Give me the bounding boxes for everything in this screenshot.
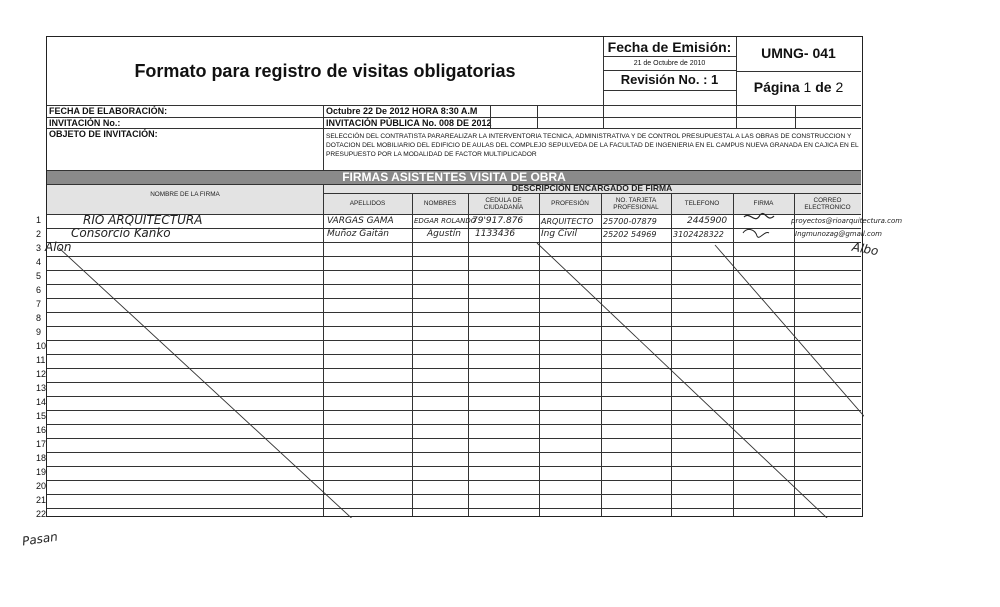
page-label: Página bbox=[753, 79, 800, 95]
col-header-firma: FIRMA bbox=[753, 200, 774, 208]
row1-firma: RIO ARQUITECTURA bbox=[83, 213, 203, 227]
row2-correo: Ingmunozag@gmail.com bbox=[795, 230, 882, 238]
row-number: 17 bbox=[36, 439, 47, 449]
col-header-nombres: NOMBRES bbox=[423, 200, 457, 208]
row1-cedula: 79'917.876 bbox=[472, 216, 524, 226]
signature-row2 bbox=[743, 229, 769, 237]
group-header-descripcion: DESCRIPCIÓN ENCARGADO DE FIRMA bbox=[511, 182, 673, 193]
row-number: 18 bbox=[36, 453, 47, 463]
invitacion-value: INVITACIÓN PÚBLICA No. 008 DE 2012 bbox=[326, 118, 492, 128]
row2-firma: Consorcio Kanko bbox=[71, 226, 171, 240]
row-number: 7 bbox=[36, 299, 42, 309]
row-number: 22 bbox=[36, 509, 47, 519]
cross-out-line-firma-col bbox=[715, 245, 864, 477]
row2-profesion: Ing Civil bbox=[541, 229, 578, 239]
row-number: 19 bbox=[36, 467, 47, 477]
row-number: 3 bbox=[36, 243, 42, 253]
signature-row1 bbox=[744, 213, 774, 218]
row-number: 4 bbox=[36, 257, 42, 267]
row-number: 15 bbox=[36, 411, 47, 421]
row-number: 11 bbox=[36, 355, 46, 365]
row2-nombres: Agustín bbox=[427, 229, 461, 239]
row-number: 12 bbox=[36, 369, 47, 379]
row2-apellidos: Muñoz Gaitán bbox=[327, 229, 390, 239]
col-header-apellidos: APELLIDOS bbox=[349, 200, 386, 208]
row-number: 8 bbox=[36, 313, 42, 323]
col-header-telefono: TELEFONO bbox=[684, 200, 720, 208]
fecha-elaboracion-value: Octubre 22 De 2012 HORA 8:30 A.M bbox=[326, 106, 478, 116]
row-number: 2 bbox=[36, 229, 42, 239]
col-header-nombre-firma: NOMBRE DE LA FIRMA bbox=[150, 191, 220, 199]
page-total: 2 bbox=[835, 79, 844, 95]
form-code: UMNG- 041 bbox=[761, 45, 836, 61]
objeto-value: SELECCIÓN DEL CONTRATISTA PARAREALIZAR LA INTERVENTORIA TECNICA, ADMINISTRATIVA Y DE CONTROL PRESUPUESTAL A LAS OBRAS DE CONSTRUCCION Y DOTACION DEL MOBILIARIO DEL EDIFICIO DE AULAS DEL COMPLEJO SEPULVEDA DE LA FACULTAD DE INGENIERIA EN EL CAMPUS NUEVA GRANADA EN CAJICA EN EL PRESUPUESTO POR LA MODALIDAD DE FACTOR MULTIPLICADOR bbox=[326, 133, 859, 158]
row-number: 9 bbox=[36, 327, 42, 337]
objeto-label: OBJETO DE INVITACIÓN: bbox=[49, 129, 158, 139]
revision-label: Revisión No. : 1 bbox=[620, 72, 719, 87]
col-header-profesion: PROFESIÓN bbox=[551, 200, 589, 208]
row2-telefono: 3102428322 bbox=[673, 230, 724, 239]
cross-out-line-profesion bbox=[537, 243, 847, 518]
row-number: 1 bbox=[36, 215, 42, 225]
page-number: 1 bbox=[803, 79, 812, 95]
cross-out-line-firma bbox=[59, 248, 372, 518]
row-number: 10 bbox=[36, 341, 47, 351]
row3-firma: Alon bbox=[45, 240, 72, 254]
row-number: 14 bbox=[36, 397, 47, 407]
row-number: 16 bbox=[36, 425, 47, 435]
invitacion-label: INVITACIÓN No.: bbox=[49, 118, 121, 128]
fecha-emision-label: Fecha de Emisión: bbox=[607, 39, 732, 55]
row1-tarjeta: 25700-07879 bbox=[603, 217, 657, 226]
col-header-correo: CORREO ELECTRONICO bbox=[804, 196, 851, 211]
row1-correo: proyectos@rioarquitectura.com bbox=[791, 217, 903, 225]
page-of: de bbox=[815, 79, 832, 95]
row-number: 6 bbox=[36, 285, 42, 295]
fecha-elaboracion-label: FECHA DE ELABORACIÓN: bbox=[49, 106, 168, 116]
row1-apellidos: VARGAS GAMA bbox=[327, 216, 394, 226]
margin-note-right: Albo bbox=[850, 239, 880, 259]
row-number: 13 bbox=[36, 383, 47, 393]
row1-telefono: 2445900 bbox=[687, 216, 728, 226]
row2-tarjeta: 25202 54969 bbox=[603, 230, 657, 239]
section-title: FIRMAS ASISTENTES VISITA DE OBRA bbox=[342, 170, 566, 184]
row1-nombres: EDGAR ROLANDO bbox=[414, 217, 477, 225]
col-header-cedula: CEDULA DE CIUDADANÍA bbox=[483, 196, 524, 211]
form-title: Formato para registro de visitas obligatorias bbox=[134, 60, 516, 81]
row-number: 20 bbox=[36, 481, 47, 491]
margin-note-left: Pasan bbox=[21, 529, 59, 549]
fecha-emision-value: 21 de Octubre de 2010 bbox=[633, 60, 706, 67]
row-number: 21 bbox=[36, 495, 47, 505]
row2-cedula: 1133436 bbox=[475, 229, 516, 239]
cross-out-lines bbox=[47, 37, 864, 518]
col-header-tarjeta: NO. TARJETA PROFESIONAL bbox=[613, 196, 659, 211]
row1-profesion: ARQUITECTO bbox=[541, 217, 594, 226]
row-number: 5 bbox=[36, 271, 42, 281]
